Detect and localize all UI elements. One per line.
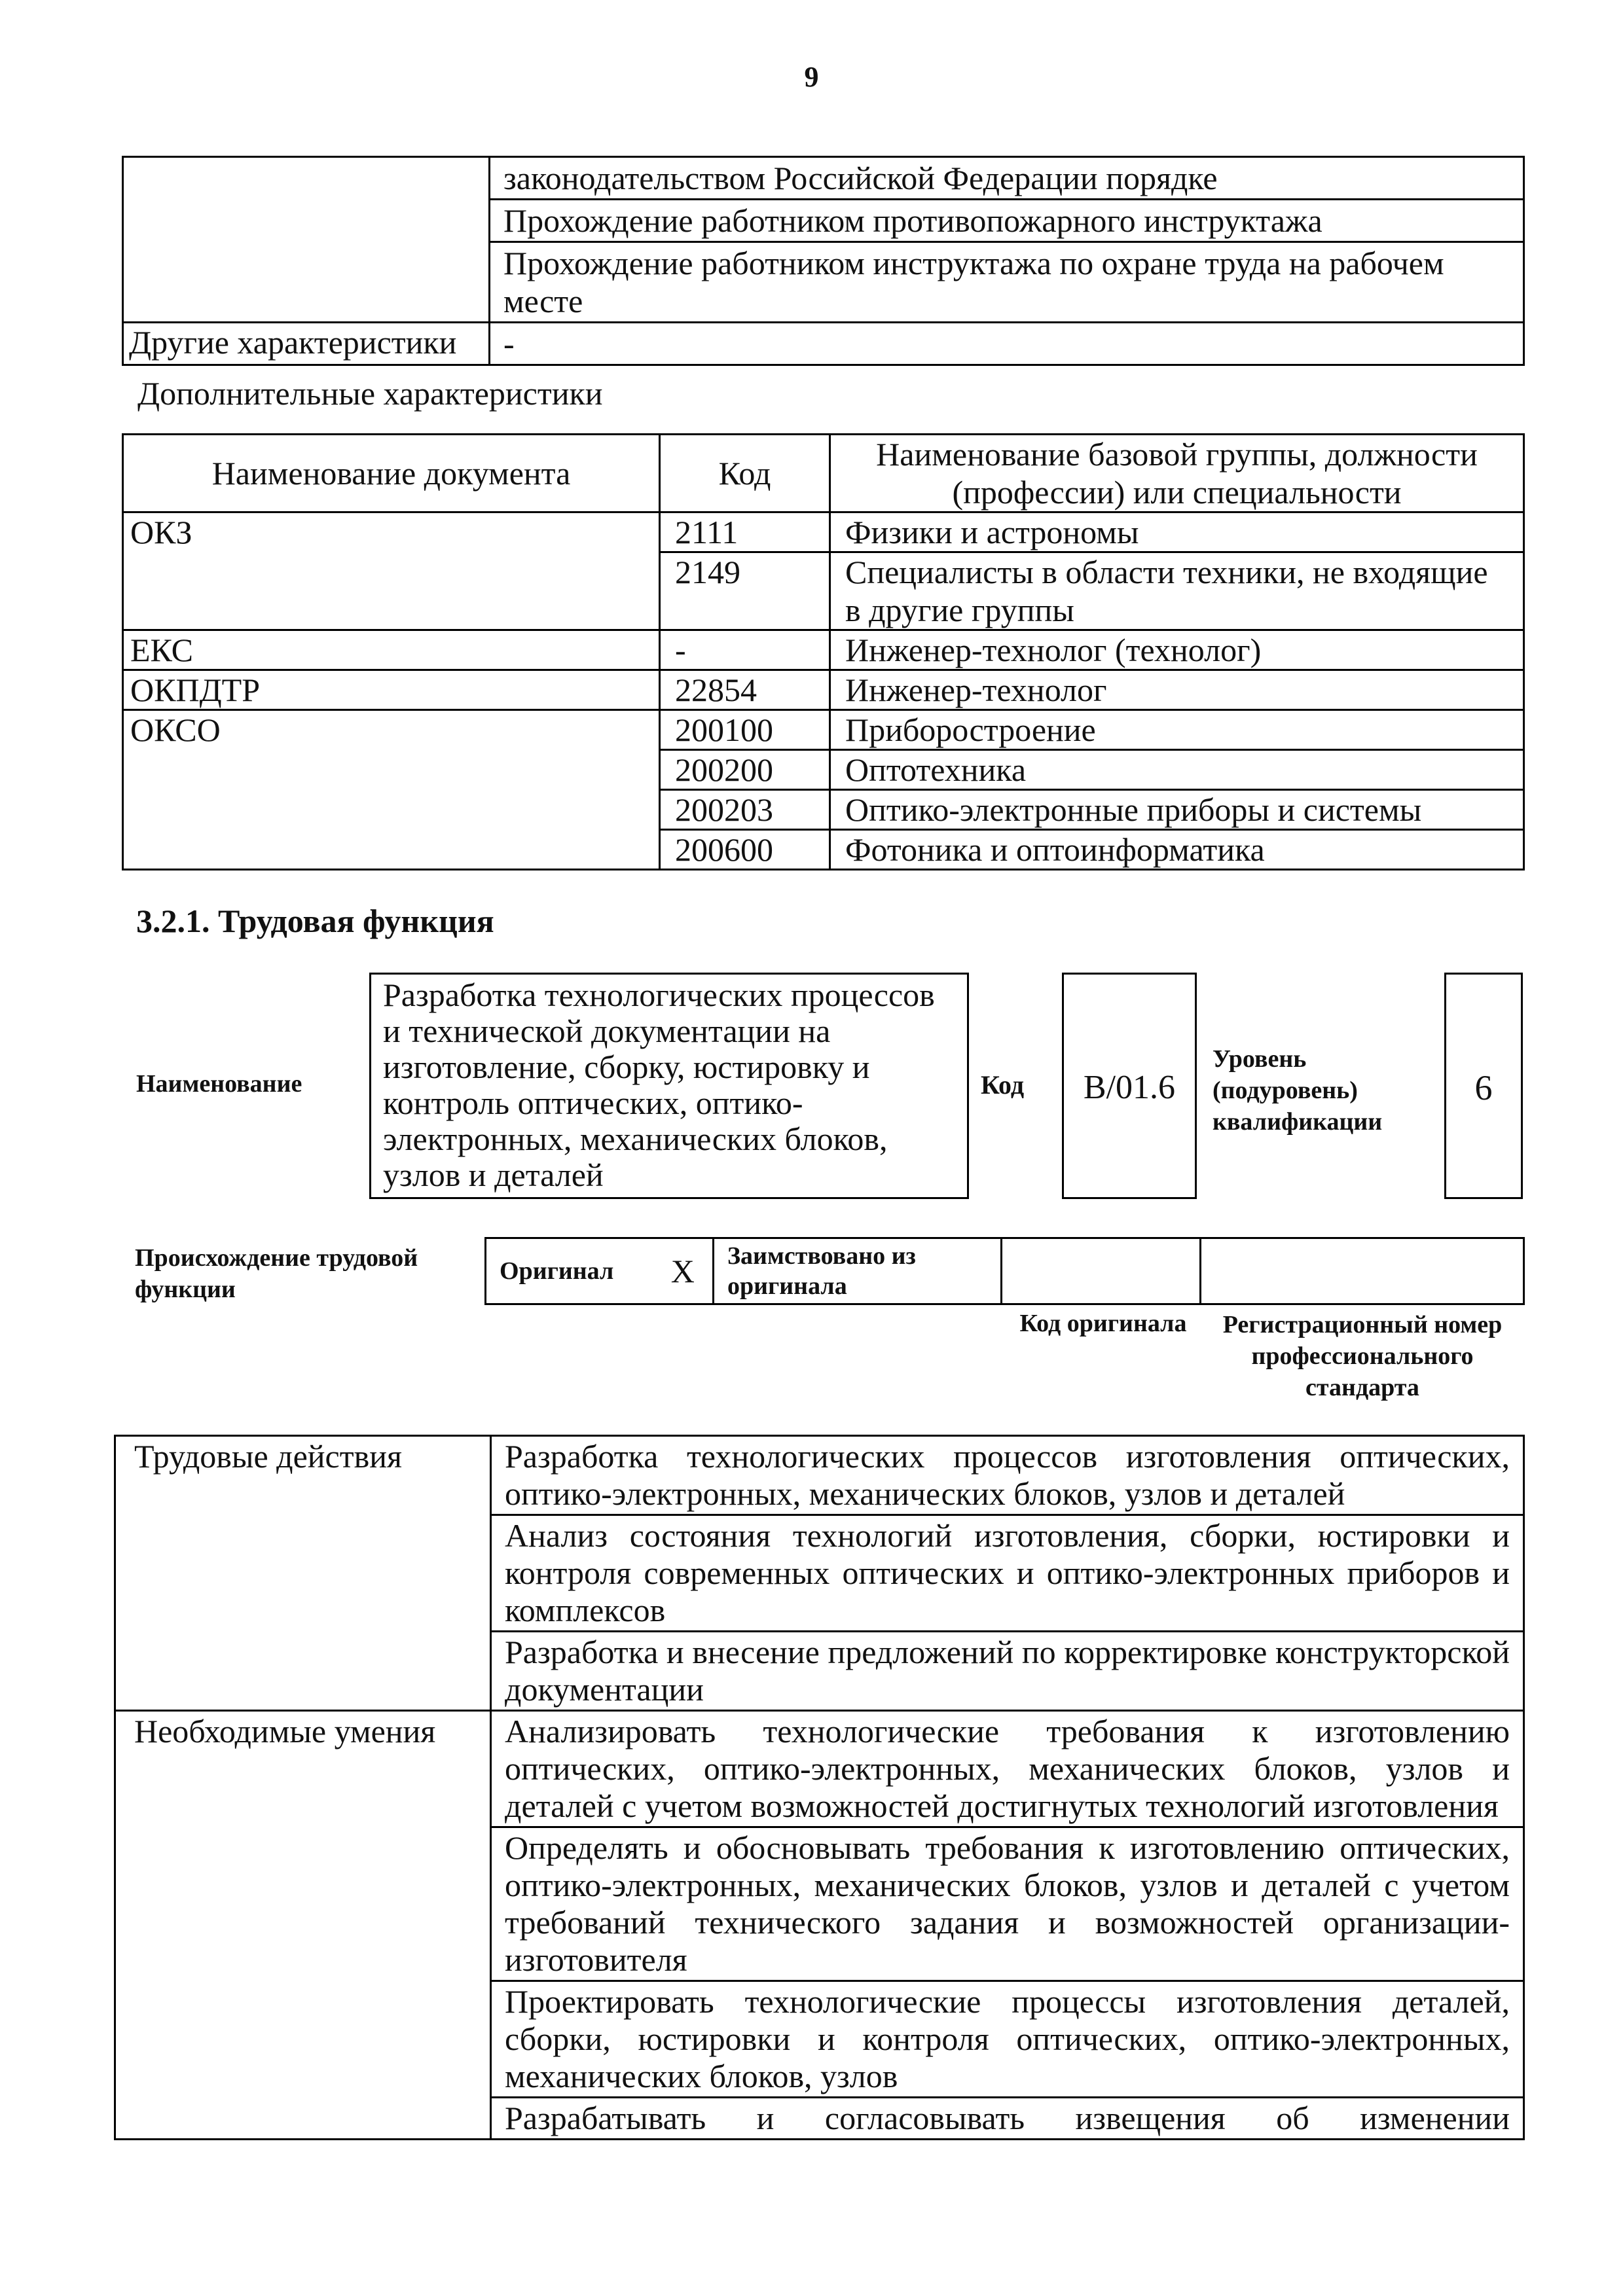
registration-caption bbox=[1201, 1309, 1524, 1403]
group-name-cell: Приборостроение bbox=[830, 710, 1524, 750]
borrowed-label-line: оригинала bbox=[727, 1272, 847, 1300]
other-characteristics-value: - bbox=[490, 323, 1524, 365]
code-cell: 2149 bbox=[660, 552, 830, 630]
line: требований технического задания и возможностей организации- bbox=[505, 1904, 1510, 1941]
action-item bbox=[491, 1436, 1524, 1515]
actions-label: Трудовые действия bbox=[115, 1436, 491, 1711]
group-name-cell: Физики и астрономы bbox=[830, 512, 1524, 552]
function-name-label: Наименование bbox=[136, 1070, 302, 1098]
origin-label-line: Происхождение трудовой bbox=[135, 1244, 418, 1272]
code-cell: 22854 bbox=[660, 670, 830, 710]
line: комплексов bbox=[505, 1592, 666, 1628]
skills-label: Необходимые умения bbox=[115, 1711, 491, 2140]
code-cell: 200200 bbox=[660, 750, 830, 790]
code-caption: Код оригинала bbox=[1019, 1310, 1187, 1337]
original-code-cell bbox=[1002, 1238, 1201, 1304]
line: изготовителя bbox=[505, 1941, 687, 1978]
line: Разработка технологических процессов изготовления оптических, bbox=[505, 1438, 1510, 1475]
function-name-line: Разработка технологических процессов bbox=[383, 977, 935, 1013]
header-group-name: Наименование базовой группы, должности (профессии) или специальности bbox=[830, 435, 1524, 512]
qualification-level-label bbox=[1213, 1043, 1382, 1138]
line: документации bbox=[505, 1671, 704, 1708]
header-code: Код bbox=[660, 435, 830, 512]
function-name-box bbox=[369, 973, 969, 1199]
original-label: Оригинал bbox=[486, 1238, 653, 1304]
code-label: Код bbox=[981, 1070, 1025, 1100]
doc-okz: ОКЗ bbox=[123, 512, 660, 630]
function-name-line: и технической документации на bbox=[383, 1013, 831, 1049]
origin-table bbox=[484, 1237, 1525, 1305]
group-name-cell: Специалисты в области техники, не входящие в другие группы bbox=[830, 552, 1524, 630]
line: Проектировать технологические процессы изготовления деталей, bbox=[505, 1983, 1510, 2020]
level-label-line: квалификации bbox=[1213, 1108, 1383, 1136]
borrowed-label-line: Заимствовано из bbox=[727, 1242, 916, 1270]
line: Анализировать технологические требования к изготовлению bbox=[505, 1713, 1510, 1749]
section-title: 3.2.1. Трудовая функция bbox=[136, 903, 494, 939]
document-codes-table bbox=[122, 433, 1525, 870]
registration-number-cell bbox=[1201, 1238, 1524, 1304]
line: механических блоков, узлов bbox=[505, 2058, 898, 2094]
requirement-row: Прохождение работником противопожарного инструктажа bbox=[490, 200, 1524, 242]
code-box bbox=[1062, 973, 1197, 1199]
origin-label-line: функции bbox=[135, 1276, 236, 1303]
duties-table bbox=[114, 1435, 1525, 2140]
code-value: B/01.6 bbox=[1083, 1069, 1176, 1106]
group-name-cell: Фотоника и оптоинформатика bbox=[830, 830, 1524, 870]
borrowed-label bbox=[714, 1238, 1002, 1304]
registration-caption-line: Регистрационный номер bbox=[1222, 1311, 1503, 1338]
doc-eks: ЕКС bbox=[123, 630, 660, 670]
group-name-cell: Оптико-электронные приборы и системы bbox=[830, 790, 1524, 830]
code-cell: - bbox=[660, 630, 830, 670]
empty-label-cell bbox=[123, 157, 490, 323]
additional-characteristics-heading: Дополнительные характеристики bbox=[137, 375, 603, 412]
doc-okpdtr: ОКПДТР bbox=[123, 670, 660, 710]
function-name-line: изготовление, сборку, юстировку и bbox=[383, 1049, 870, 1085]
level-label-line: Уровень bbox=[1213, 1045, 1307, 1073]
code-cell: 200203 bbox=[660, 790, 830, 830]
requirement-row: Прохождение работником инструктажа по охране труда на рабочем месте bbox=[490, 242, 1524, 323]
other-characteristics-label: Другие характеристики bbox=[123, 323, 490, 365]
header-document: Наименование документа bbox=[123, 435, 660, 512]
function-name-line: узлов и деталей bbox=[383, 1157, 604, 1193]
line: Анализ состояния технологий изготовления, сборки, юстировки и bbox=[505, 1517, 1510, 1554]
skill-item bbox=[491, 2098, 1524, 2140]
level-box bbox=[1444, 973, 1523, 1199]
line: Определять и обосновывать требования к изготовлению оптических, bbox=[505, 1829, 1510, 1866]
level-value: 6 bbox=[1474, 1068, 1493, 1107]
line: контроля современных оптических и оптико-электронных приборов и bbox=[505, 1554, 1510, 1591]
original-mark: X bbox=[653, 1238, 714, 1304]
skill-item bbox=[491, 1711, 1524, 1827]
line: Разрабатывать и согласовывать извещения об изменении bbox=[505, 2100, 1510, 2136]
requirement-row: законодательством Российской Федерации порядке bbox=[490, 157, 1524, 200]
action-item bbox=[491, 1515, 1524, 1632]
line: оптико-электронных, механических блоков, узлов и деталей с учетом bbox=[505, 1867, 1510, 1903]
group-name-cell: Оптотехника bbox=[830, 750, 1524, 790]
code-cell: 2111 bbox=[660, 512, 830, 552]
page-number: 9 bbox=[804, 61, 819, 93]
function-name-line: контроль оптических, оптико- bbox=[383, 1085, 803, 1121]
top-characteristics-table bbox=[122, 156, 1525, 366]
line: сборки, юстировки и контроля оптических, оптико-электронных, bbox=[505, 2020, 1510, 2057]
origin-label bbox=[135, 1242, 418, 1305]
line: Разработка и внесение предложений по корректировке конструкторской bbox=[505, 1634, 1510, 1670]
registration-caption-line: профессионального bbox=[1251, 1342, 1474, 1370]
function-name-line: электронных, механических блоков, bbox=[383, 1121, 888, 1157]
doc-okso: ОКСО bbox=[123, 710, 660, 870]
code-cell: 200100 bbox=[660, 710, 830, 750]
code-cell: 200600 bbox=[660, 830, 830, 870]
line: оптико-электронных, механических блоков, узлов и деталей bbox=[505, 1475, 1345, 1512]
group-name-cell: Инженер-технолог (технолог) bbox=[830, 630, 1524, 670]
skill-item bbox=[491, 1827, 1524, 1981]
registration-caption-line: стандарта bbox=[1305, 1374, 1419, 1401]
skill-item bbox=[491, 1981, 1524, 2098]
level-label-line: (подуровень) bbox=[1213, 1077, 1358, 1104]
group-name-cell: Инженер-технолог bbox=[830, 670, 1524, 710]
action-item bbox=[491, 1632, 1524, 1711]
line: деталей с учетом возможностей достигнутых технологий изготовления bbox=[505, 1787, 1499, 1824]
line: оптических, оптико-электронных, механических блоков, узлов и bbox=[505, 1750, 1510, 1787]
